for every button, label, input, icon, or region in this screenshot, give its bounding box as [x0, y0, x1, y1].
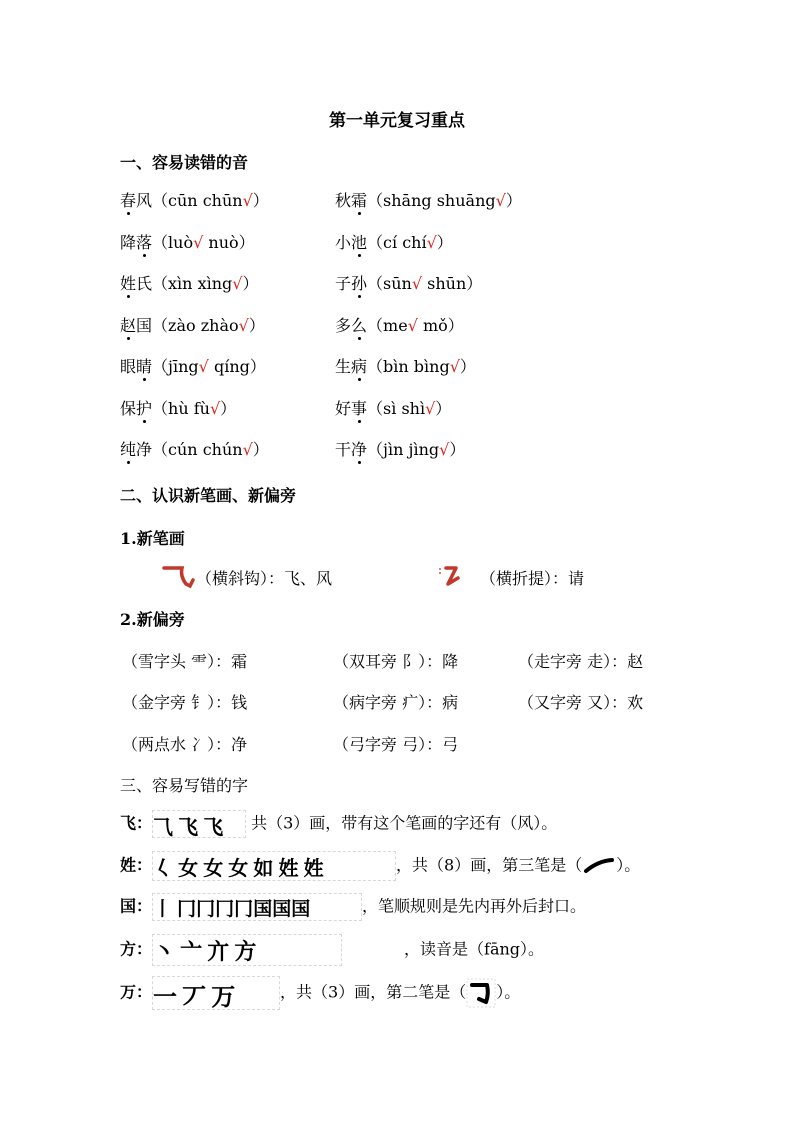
new-radicals-heading: 2.新偏旁 [120, 610, 185, 629]
stroke-step: 飞 [178, 815, 199, 839]
stroke-sequence [152, 893, 362, 921]
stroke-step: 飞 [203, 815, 224, 839]
pinyin-options: （xìn xìng [152, 274, 233, 293]
heng-xie-gou-stroke-icon [160, 562, 196, 590]
stroke-step: 姓 [303, 856, 324, 880]
stroke-sequence [152, 810, 246, 838]
radical-bing-zi-pang: （病字旁 疒）：病 [333, 693, 459, 712]
stroke-step: 国 [253, 898, 273, 920]
pinyin-rest: nuò） [203, 233, 255, 252]
heng-zhe-gou-stroke-icon [466, 978, 496, 1008]
stroke-order-xing [120, 851, 640, 881]
item-text: 共（3）画，带有这个笔画的字还有（风）。 [246, 813, 558, 833]
close-paren: ） [248, 316, 265, 335]
stroke-step: 方 [234, 940, 257, 965]
item-text: ，笔顺规则是先内再外后封口。 [362, 896, 587, 916]
check-mark-icon: √ [425, 399, 436, 418]
pinyin-rest: qíng） [208, 357, 266, 376]
stroke-step: 万 [211, 983, 236, 1011]
section1-heading: 一、容易读错的音 [120, 153, 249, 172]
check-mark-icon: √ [439, 440, 450, 459]
word: 好事 [335, 399, 368, 418]
char-label: 万： [120, 982, 153, 1002]
check-mark-icon: √ [193, 233, 204, 252]
item-tail: ）。 [616, 855, 641, 875]
stroke-sequence [152, 934, 342, 966]
pronunciation-item [120, 313, 265, 336]
pinyin-options: （me [367, 316, 408, 335]
item-text: ，共（8）画，第三笔是（ [396, 855, 583, 875]
pinyin-options: （bìn bìng [367, 357, 450, 376]
stroke-step: 姓 [278, 856, 299, 880]
stroke-step: 丨 [153, 898, 173, 920]
stroke-step: 女 [178, 856, 199, 880]
close-paren: ） [435, 399, 452, 418]
pronunciation-item [335, 230, 453, 253]
pronunciation-item [120, 437, 269, 460]
char-label: 飞： [120, 813, 153, 833]
close-paren: ） [449, 440, 466, 459]
stroke-step: 国 [272, 898, 292, 920]
stroke-step: 丶 [153, 940, 176, 965]
radical-shuang-er-pang: （双耳旁 阝）：降 [333, 652, 459, 671]
stroke-order-guo [120, 893, 586, 921]
check-mark-icon: √ [209, 399, 221, 418]
pinyin-options: （sūn [367, 274, 412, 293]
pronunciation-item [335, 354, 476, 377]
item-tail: ）。 [496, 982, 521, 1002]
word: 眼睛 [120, 357, 153, 376]
check-mark-icon: √ [426, 233, 437, 252]
pinyin-options: （shāng shuāng [367, 191, 496, 210]
word: 保护 [120, 399, 153, 418]
stroke-step: 冂 [196, 898, 216, 920]
word: 干净 [335, 440, 368, 459]
pinyin-options: （jīng [152, 357, 199, 376]
char-label: 方： [120, 939, 153, 959]
word: 春风 [120, 191, 153, 210]
stroke-step: 冂 [215, 898, 235, 920]
pronunciation-item [335, 313, 464, 336]
radical-liang-dian-shui: （两点水 冫）：净 [122, 735, 248, 754]
pinyin-options: （cí chí [367, 233, 427, 252]
page-title: 第一单元复习重点 [329, 111, 465, 131]
pronunciation-item [335, 396, 451, 419]
word: 小池 [335, 233, 368, 252]
check-mark-icon: √ [242, 440, 253, 459]
close-paren: ） [252, 191, 269, 210]
stroke-order-fang [120, 934, 544, 966]
word: 降落 [120, 233, 153, 252]
radical-zou-zi-pang: （走字旁 走）：赵 [518, 652, 644, 671]
section3-heading: 三、容易写错的字 [120, 776, 249, 795]
stroke-step: 冂 [177, 898, 197, 920]
check-mark-icon: √ [232, 274, 243, 293]
pronunciation-item [120, 354, 266, 377]
pie-dian-stroke-icon [582, 857, 616, 875]
pronunciation-item [120, 188, 269, 211]
heng-zhe-ti-stroke-icon [438, 562, 464, 592]
check-mark-icon: √ [238, 316, 249, 335]
close-paren: ） [220, 399, 237, 418]
pinyin-options: （sì shì [367, 399, 426, 418]
stroke-heng-xie-gou: （横斜钩）：飞、风 [196, 569, 333, 588]
word: 赵国 [120, 316, 153, 335]
check-mark-icon: √ [411, 274, 423, 293]
pronunciation-item [120, 230, 255, 253]
radical-you-zi-pang: （又字旁 又）：欢 [518, 693, 644, 712]
word: 姓氏 [120, 274, 153, 293]
stroke-step: 𡿨 [153, 856, 174, 880]
stroke-step: 亣 [207, 940, 230, 965]
stroke-step: ⺄ [153, 815, 174, 839]
stroke-step: 亠 [180, 940, 203, 965]
stroke-step: 一 [153, 983, 178, 1011]
stroke-step: 冂 [234, 898, 254, 920]
pronunciation-item [120, 271, 258, 294]
stroke-order-wan [120, 976, 520, 1010]
pinyin-options: （cún chún [152, 440, 243, 459]
radical-gong-zi-pang: （弓字旁 弓）：弓 [333, 735, 459, 754]
check-mark-icon: √ [242, 191, 253, 210]
check-mark-icon: √ [495, 191, 506, 210]
pinyin-options: （cūn chūn [152, 191, 243, 210]
word: 子孙 [335, 274, 368, 293]
pinyin-rest: mǒ） [417, 316, 464, 335]
close-paren: ） [459, 357, 476, 376]
check-mark-icon: √ [449, 357, 460, 376]
pronunciation-item [335, 188, 522, 211]
stroke-step: 女 [203, 856, 224, 880]
word: 秋霜 [335, 191, 368, 210]
char-label: 姓： [120, 855, 153, 875]
new-strokes-heading: 1.新笔画 [120, 529, 185, 548]
stroke-heng-zhe-ti: （横折提）：请 [480, 569, 585, 588]
pinyin-rest: shūn） [422, 274, 483, 293]
close-paren: ） [436, 233, 453, 252]
radical-xue-zi-tou: （雪字头 ⻗）：霜 [122, 652, 248, 671]
pronunciation-item [335, 271, 482, 294]
close-paren: ） [252, 440, 269, 459]
pinyin-options: （zào zhào [152, 316, 239, 335]
pinyin-options: （hù fù [152, 399, 210, 418]
check-mark-icon: √ [198, 357, 209, 376]
word: 多么 [335, 316, 368, 335]
word: 纯净 [120, 440, 153, 459]
close-paren: ） [505, 191, 522, 210]
close-paren: ） [242, 274, 259, 293]
stroke-step: 如 [253, 856, 274, 880]
item-text: ，读音是（fāng）。 [404, 939, 545, 959]
char-label: 国： [120, 896, 153, 916]
stroke-sequence [152, 976, 280, 1010]
radical-jin-zi-pang: （金字旁 钅）：钱 [122, 693, 248, 712]
check-mark-icon: √ [407, 316, 418, 335]
item-text: ，共（3）画，第二笔是（ [280, 982, 467, 1002]
word: 生病 [335, 357, 368, 376]
stroke-order-fei [120, 810, 557, 838]
pinyin-options: （jìn jìng [367, 440, 440, 459]
stroke-sequence [152, 851, 396, 881]
pinyin-options: （luò [152, 233, 194, 252]
stroke-step: 国 [291, 898, 311, 920]
section2-heading: 二、认识新笔画、新偏旁 [120, 486, 297, 505]
stroke-step: 丆 [182, 983, 207, 1011]
pronunciation-item [335, 437, 465, 460]
pronunciation-item [120, 396, 236, 419]
stroke-step: 女 [228, 856, 249, 880]
